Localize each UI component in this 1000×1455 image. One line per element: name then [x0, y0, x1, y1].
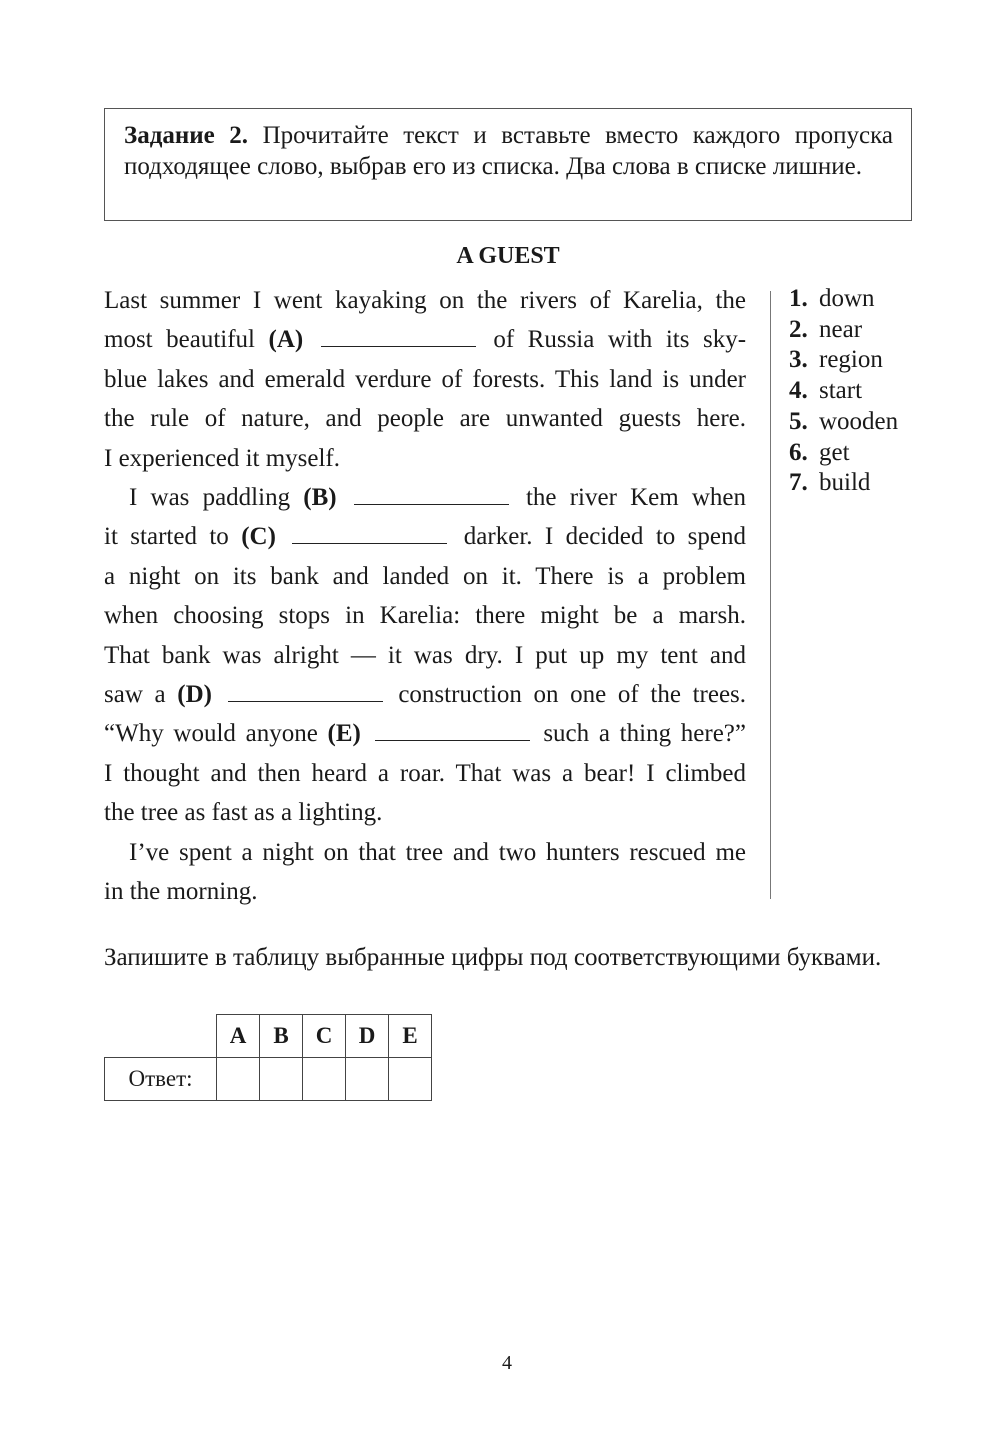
column-divider [770, 291, 771, 899]
word-list-item: 1. down [789, 285, 875, 312]
word-list-item: 2. near [789, 315, 863, 343]
answer-table [104, 1014, 432, 1101]
answer-cell-a[interactable] [217, 1058, 260, 1101]
word-list-item: 7. build [789, 469, 871, 497]
story-line: I experienced it myself. [104, 444, 341, 472]
gap-label-e: (E) [327, 720, 361, 748]
story-line: a night on its bank and landed on it. There is a problem [104, 562, 746, 590]
story-line: Last summer I went kayaking on the rivers of Karelia, the [104, 287, 746, 314]
gap-e-blank[interactable] [375, 730, 530, 741]
answer-table-corner [105, 1015, 217, 1058]
answer-header-b: B [260, 1015, 303, 1058]
gap-b-blank[interactable] [354, 494, 509, 505]
story-line: when choosing stops in Karelia: there might be a marsh. [104, 602, 746, 630]
task-text: Прочитайте текст и вставьте вместо каждого пропуска подходящее слово, выбрав его из списка. Два слова в списке лишние. [124, 122, 894, 180]
task-instruction-box [104, 108, 912, 221]
gap-c-blank[interactable] [292, 533, 447, 544]
answer-header-d: D [346, 1015, 389, 1058]
answer-header-a: A [217, 1015, 260, 1058]
answer-label: Ответ: [105, 1058, 217, 1101]
gap-label-b: (B) [303, 484, 337, 512]
page-number: 4 [502, 1352, 512, 1374]
story-title: A GUEST [456, 243, 560, 269]
word-list [789, 284, 898, 499]
story-line: That bank was alright — it was dry. I put up my tent and [104, 641, 746, 669]
story-line: saw a (D) construction on one of the trees. [104, 681, 747, 709]
story-line: I’ve spent a night on that tree and two hunters rescued me [129, 838, 746, 866]
story-line: it started to (C) darker. I decided to spend [104, 523, 747, 551]
task-label: Задание 2. [124, 122, 249, 149]
story-line: most beautiful (A) of Russia with its sky- [104, 326, 747, 354]
answer-header-e: E [389, 1015, 432, 1058]
gap-label-d: (D) [177, 681, 212, 709]
answer-instruction: Запишите в таблицу выбранные цифры под соответствующими буквами. [104, 944, 882, 971]
story-text [104, 281, 746, 912]
answer-cell-d[interactable] [346, 1058, 389, 1101]
story-line: I was paddling (B) the river Kem when [129, 484, 747, 512]
story-line: in the morning. [104, 878, 258, 906]
answer-cell-b[interactable] [260, 1058, 303, 1101]
answer-cell-e[interactable] [389, 1058, 432, 1101]
gap-a-blank[interactable] [321, 336, 476, 347]
answer-header-c: C [303, 1015, 346, 1058]
story-line: the tree as fast as a lighting. [104, 799, 383, 827]
word-list-item: 3. region [789, 346, 883, 374]
word-list-item: 5. wooden [789, 407, 899, 435]
word-list-item: 4. start [789, 377, 863, 405]
story-line: blue lakes and emerald verdure of forests. This land is under [104, 365, 746, 393]
story-line: the rule of nature, and people are unwanted guests here. [104, 405, 746, 433]
story-line: I thought and then heard a roar. That was a bear! I climbed [104, 759, 746, 787]
answer-cell-c[interactable] [303, 1058, 346, 1101]
gap-label-a: (A) [268, 326, 304, 354]
gap-d-blank[interactable] [228, 691, 383, 702]
gap-label-c: (C) [241, 523, 276, 551]
story-line: “Why would anyone (E) such a thing here?” [104, 720, 746, 748]
word-list-item: 6. get [789, 438, 850, 466]
